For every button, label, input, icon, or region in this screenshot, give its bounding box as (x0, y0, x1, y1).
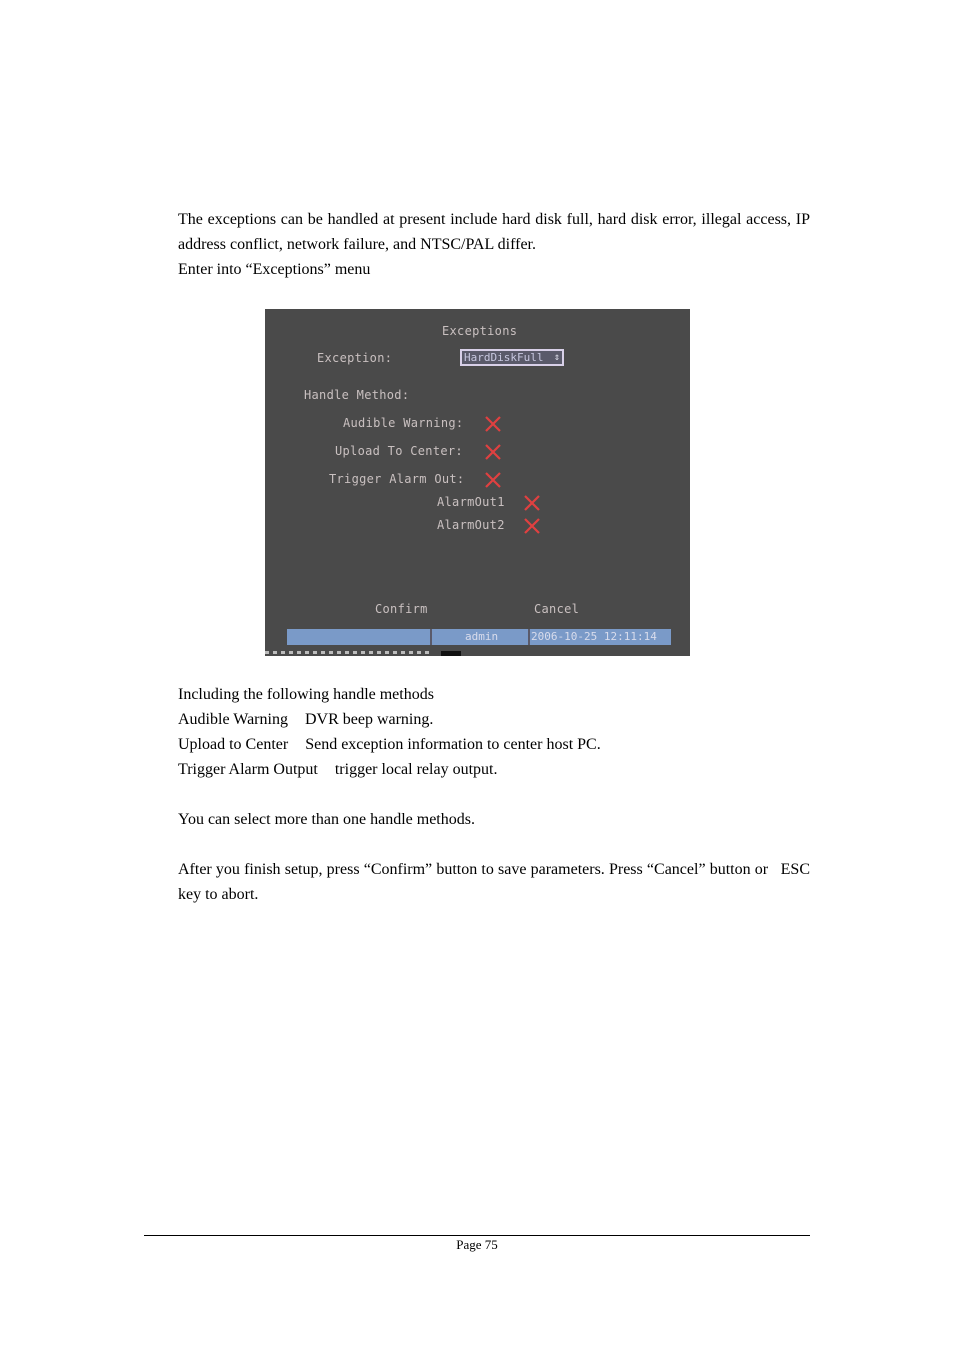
intro-paragraph: The exceptions can be handled at present include hard disk full, hard disk error, illegal access, IP address conflict, network failure, and NTSC/PAL differ. (178, 211, 810, 253)
alarm-out-1-label: AlarmOut1 (437, 495, 505, 509)
audible-warning-x-icon[interactable] (484, 415, 502, 433)
progress-dots (265, 651, 433, 654)
method-name: Upload to Center (178, 736, 289, 753)
page-number: Page 75 (456, 1237, 498, 1252)
cancel-button[interactable]: Cancel (534, 602, 580, 616)
method-item (178, 757, 497, 782)
method-name: Audible Warning (178, 711, 288, 728)
finish-paragraph: After you finish setup, press “Confirm” button to save parameters. Press “Cancel” button or ESC key to abort. (178, 861, 826, 903)
alarm-out-1-x-icon[interactable] (523, 494, 541, 512)
exception-label: Exception: (317, 351, 393, 365)
method-item (178, 707, 433, 732)
footer-rule (144, 1235, 810, 1236)
alarm-out-2-label: AlarmOut2 (437, 518, 505, 532)
exceptions-menu-screenshot (265, 309, 690, 656)
alarm-out-2-x-icon[interactable] (523, 517, 541, 535)
method-desc: Send exception information to center host PC. (305, 736, 601, 753)
enter-menu-text: Enter into “Exceptions” menu (178, 261, 371, 278)
status-user: admin (465, 630, 499, 643)
confirm-button[interactable]: Confirm (375, 602, 428, 616)
exception-select[interactable] (460, 349, 564, 366)
method-item (178, 732, 601, 757)
status-bar (287, 629, 671, 645)
trigger-alarm-out-label: Trigger Alarm Out: (329, 472, 465, 486)
handle-method-label: Handle Method: (304, 388, 410, 402)
note-multiple: You can select more than one handle methods. (178, 811, 475, 828)
dvr-title: Exceptions (442, 324, 518, 338)
upload-to-center-x-icon[interactable] (484, 443, 502, 461)
audible-warning-label: Audible Warning: (343, 416, 464, 430)
status-time: 2006-10-25 12:11:14 (531, 630, 657, 643)
method-name: Trigger Alarm Output (178, 761, 318, 778)
exception-select-value: HardDiskFull (464, 351, 544, 364)
upload-to-center-label: Upload To Center: (335, 444, 463, 458)
trigger-alarm-out-x-icon[interactable] (484, 471, 502, 489)
cursor-block (441, 651, 461, 656)
methods-heading: Including the following handle methods (178, 686, 434, 703)
method-desc: trigger local relay output. (334, 761, 498, 778)
updown-arrows-icon: ⇕ (553, 352, 560, 363)
method-desc: DVR beep warning. (304, 711, 434, 728)
